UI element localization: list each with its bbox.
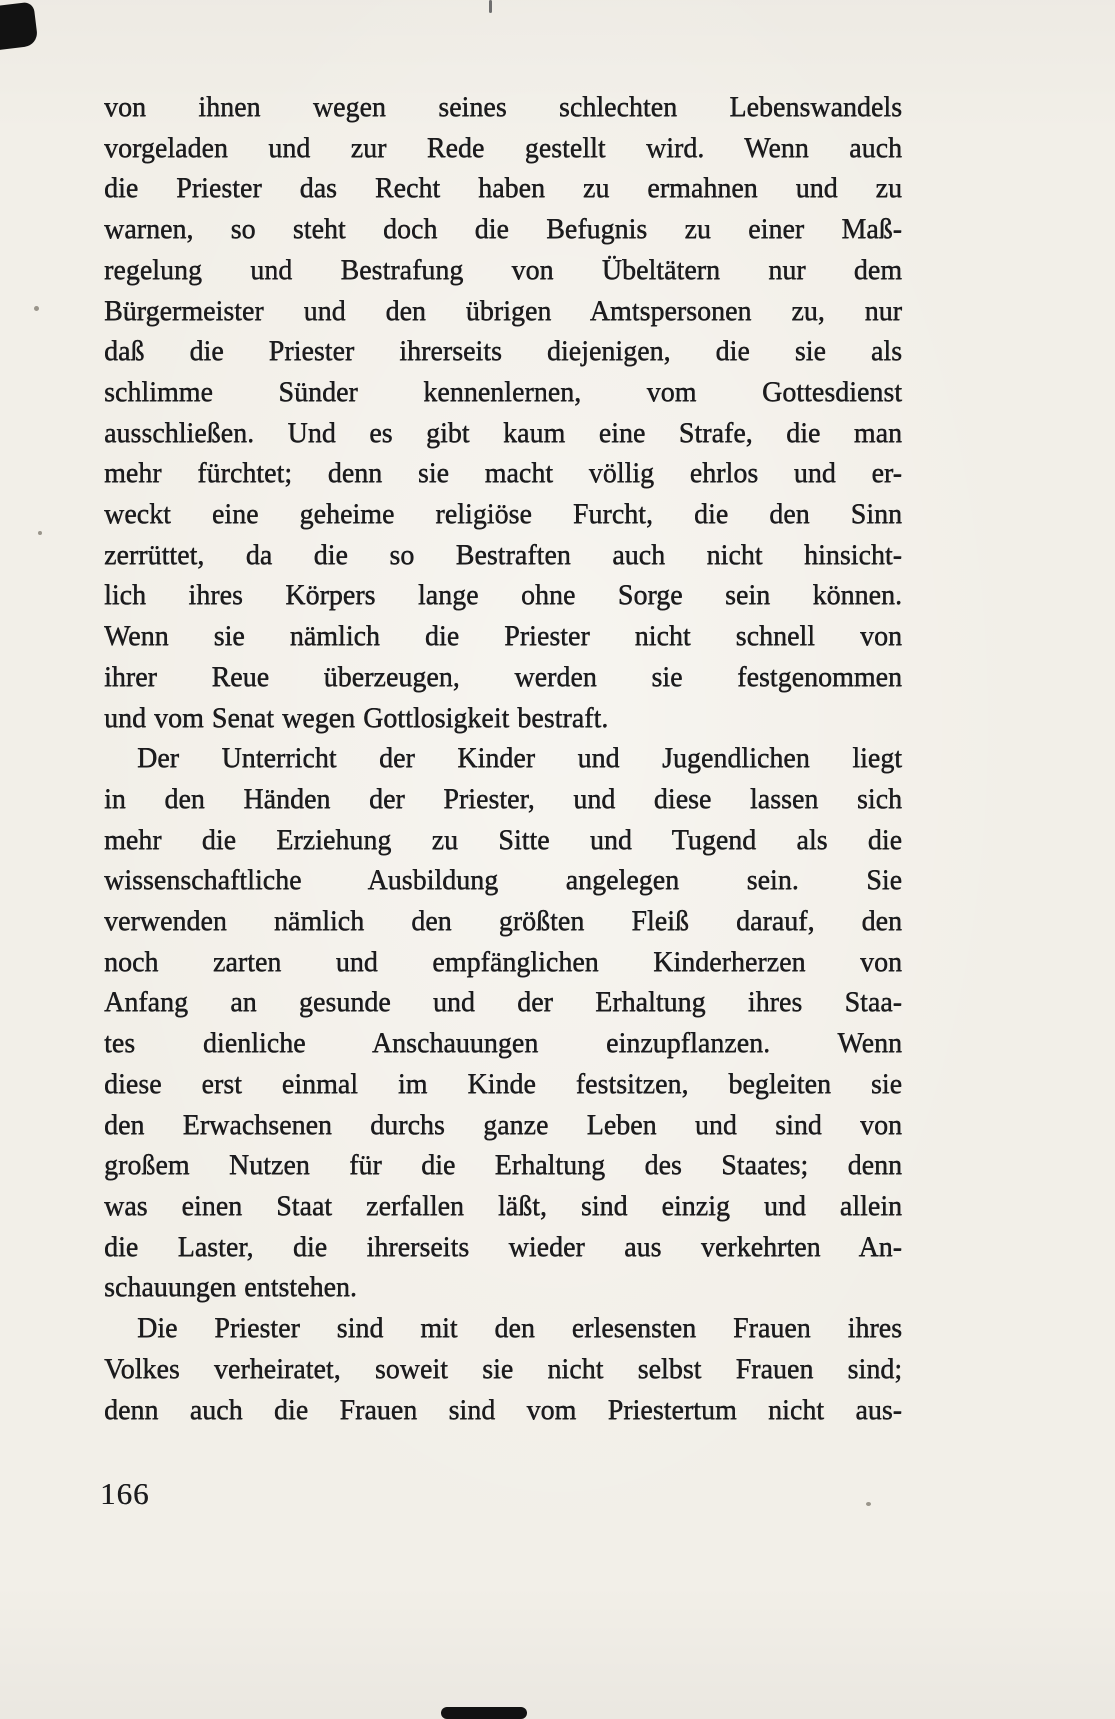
- text-line: in den Händen der Priester, und diese lassen sich: [104, 783, 902, 815]
- text-line: großem Nutzen für die Erhaltung des Staates; denn: [104, 1150, 902, 1182]
- text-line: diese erst einmal im Kinde festsitzen, begleiten sie: [104, 1068, 902, 1100]
- text-line: noch zarten und empfänglichen Kinderherzen von: [104, 946, 902, 978]
- text-line: tes dienliche Anschauungen einzupflanzen. Wenn: [104, 1028, 902, 1060]
- text-line: daß die Priester ihrerseits diejenigen, die sie als: [104, 336, 902, 368]
- scan-artifact-ink-bar-bottom: [441, 1707, 527, 1719]
- scan-speck: [866, 1502, 871, 1506]
- text-line: ihrer Reue überzeugen, werden sie festgenommen: [104, 661, 902, 693]
- text-line: Wenn sie nämlich die Priester nicht schnell von: [104, 621, 902, 653]
- text-line: denn auch die Frauen sind vom Priestertum nicht aus-: [104, 1394, 902, 1426]
- text-line: Anfang an gesunde und der Erhaltung ihres Staa-: [104, 987, 902, 1019]
- text-line: Die Priester sind mit den erlesensten Frauen ihres: [137, 1313, 902, 1345]
- text-line: Volkes verheiratet, soweit sie nicht selbst Frauen sind;: [104, 1353, 902, 1385]
- text-line: mehr fürchtet; denn sie macht völlig ehrlos und er-: [104, 458, 902, 490]
- text-line: Bürgermeister und den übrigen Amtspersonen zu, nur: [104, 295, 902, 327]
- page-number: 166: [100, 1476, 150, 1511]
- text-line: wissenschaftliche Ausbildung angelegen sein. Sie: [104, 865, 902, 897]
- scan-speck: [34, 306, 39, 311]
- scan-speck: [38, 531, 42, 535]
- scan-artifact-ink-blot-top-left: [0, 1, 39, 50]
- text-line: warnen, so steht doch die Befugnis zu einer Maß-: [104, 214, 902, 246]
- text-line: zerrüttet, da die so Bestraften auch nicht hinsicht-: [104, 539, 902, 571]
- text-line: und vom Senat wegen Gottlosigkeit bestraft.: [104, 702, 609, 734]
- text-line: weckt eine geheime religiöse Furcht, die den Sinn: [104, 499, 902, 531]
- text-line: vorgeladen und zur Rede gestellt wird. Wenn auch: [104, 132, 902, 164]
- text-line: verwenden nämlich den größten Fleiß darauf, den: [104, 906, 902, 938]
- text-line: mehr die Erziehung zu Sitte und Tugend als die: [104, 824, 902, 856]
- text-line: regelung und Bestrafung von Übeltätern nur dem: [104, 254, 902, 286]
- page-text: [104, 88, 902, 1431]
- scan-artifact-tick-top-center: [489, 0, 492, 13]
- text-line: lich ihres Körpers lange ohne Sorge sein können.: [104, 580, 902, 612]
- text-line: schlimme Sünder kennenlernen, vom Gottesdienst: [104, 376, 902, 408]
- text-line: schauungen entstehen.: [104, 1272, 357, 1304]
- text-line: was einen Staat zerfallen läßt, sind einzig und allein: [104, 1190, 902, 1222]
- text-line: Der Unterricht der Kinder und Jugendlichen liegt: [137, 743, 902, 775]
- text-line: die Priester das Recht haben zu ermahnen und zu: [104, 173, 902, 205]
- text-line: die Laster, die ihrerseits wieder aus verkehrten An-: [104, 1231, 902, 1263]
- text-line: von ihnen wegen seines schlechten Lebenswandels: [104, 92, 902, 123]
- text-line: den Erwachsenen durchs ganze Leben und sind von: [104, 1109, 902, 1141]
- text-line: ausschließen. Und es gibt kaum eine Strafe, die man: [104, 417, 902, 449]
